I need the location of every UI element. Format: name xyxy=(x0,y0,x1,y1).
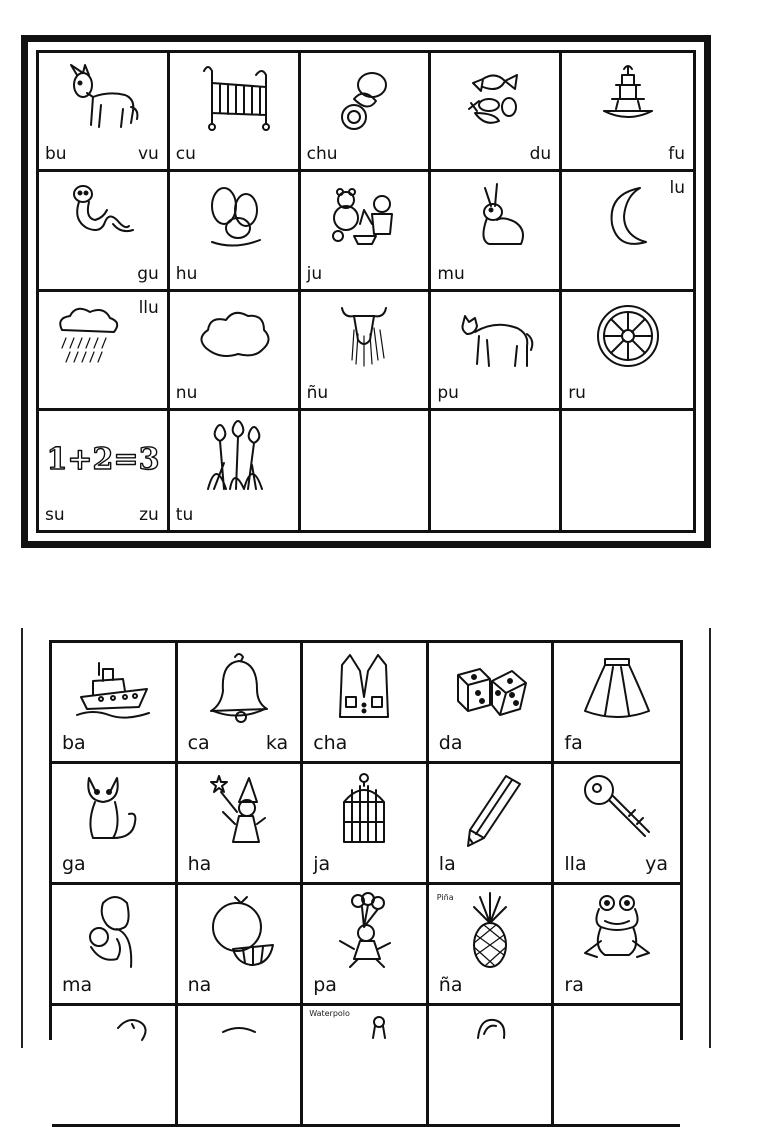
syllable-label: ga xyxy=(62,853,86,875)
syllable-sheet-a xyxy=(21,628,711,1048)
cell-ma xyxy=(52,885,178,1006)
ship-icon xyxy=(73,651,153,727)
cell-lu xyxy=(562,172,693,291)
skirt-icon xyxy=(577,651,657,727)
partial-picture-icon xyxy=(199,1014,279,1090)
orange-icon xyxy=(199,893,279,969)
syllable-grid-a xyxy=(49,640,683,1040)
cell-da xyxy=(429,643,555,764)
syllable-label: ru xyxy=(568,382,586,403)
syllable-label: ya xyxy=(645,853,668,875)
cell-su-zu xyxy=(39,411,170,530)
fairy-icon xyxy=(199,772,279,848)
partial-cell xyxy=(554,1006,680,1127)
donkey-icon xyxy=(63,61,143,137)
birdcage-icon xyxy=(324,772,404,848)
syllable-label: cha xyxy=(313,732,348,754)
cell-fu xyxy=(562,53,693,172)
cell-llu xyxy=(39,292,170,411)
syllable-label: na xyxy=(187,974,212,996)
cell-ru xyxy=(562,292,693,411)
syllable-label: fa xyxy=(564,732,583,754)
empty-cell xyxy=(562,411,693,530)
toys-icon xyxy=(324,180,404,256)
syllable-label: ka xyxy=(265,732,289,754)
partial-picture-icon xyxy=(339,1014,419,1090)
worm-icon xyxy=(63,180,143,256)
empty-cell xyxy=(301,411,432,530)
cell-mu xyxy=(431,172,562,291)
syllable-label: ha xyxy=(187,853,212,875)
gnu-icon xyxy=(324,300,404,376)
cell-ju xyxy=(301,172,432,291)
syllable-label: tu xyxy=(175,505,194,525)
syllable-label: la xyxy=(438,853,456,875)
syllable-label: pu xyxy=(437,382,459,403)
syllable-label: ju xyxy=(306,263,323,284)
cell-la xyxy=(429,764,555,885)
cat-icon xyxy=(73,772,153,848)
partial-cell xyxy=(429,1006,555,1127)
syllable-label: ja xyxy=(313,853,331,875)
cell-pa xyxy=(303,885,429,1006)
syllable-label: ca xyxy=(187,732,210,754)
cell-ja xyxy=(303,764,429,885)
cell-lla-ya xyxy=(554,764,680,885)
candies-icon xyxy=(455,61,535,137)
syllable-label: gu xyxy=(137,263,159,284)
syllable-label: ña xyxy=(438,974,463,996)
empty-cell xyxy=(431,411,562,530)
syllable-label: llu xyxy=(138,297,159,318)
cell-fa xyxy=(554,643,680,764)
partial-cell xyxy=(303,1006,429,1127)
vest-icon xyxy=(324,651,404,727)
eggs-icon xyxy=(194,180,274,256)
cell-ha xyxy=(178,764,304,885)
tulips-icon xyxy=(194,419,274,495)
cell-du xyxy=(431,53,562,172)
cell-ga xyxy=(52,764,178,885)
syllable-label: fu xyxy=(668,144,685,165)
syllable-label: lu xyxy=(669,178,685,199)
syllable-label: mu xyxy=(437,263,465,284)
picture-caption: Piña xyxy=(436,893,454,902)
syllable-label: hu xyxy=(175,263,198,284)
rain-cloud-icon xyxy=(48,300,128,376)
cell-ñu xyxy=(301,292,432,411)
syllable-label: du xyxy=(529,144,552,165)
cloud-icon xyxy=(194,300,274,376)
syllable-label: da xyxy=(438,732,463,754)
cell-chu xyxy=(301,53,432,172)
syllable-grid-u xyxy=(36,50,696,533)
syllable-label: vu xyxy=(137,144,159,165)
cell-cu xyxy=(170,53,301,172)
sum-icon xyxy=(46,419,160,495)
cell-gu xyxy=(39,172,170,291)
crib-icon xyxy=(194,61,274,137)
cell-na xyxy=(178,885,304,1006)
syllable-label: su xyxy=(45,505,65,525)
cell-ca-ka xyxy=(178,643,304,764)
pineapple-icon xyxy=(450,893,530,969)
syllable-label: chu xyxy=(306,144,338,165)
cell-ña xyxy=(429,885,555,1006)
syllable-label: ma xyxy=(62,974,93,996)
wheel-icon xyxy=(588,300,668,376)
bell-icon xyxy=(199,651,279,727)
cell-ba xyxy=(52,643,178,764)
syllable-label: pa xyxy=(313,974,337,996)
cell-nu xyxy=(170,292,301,411)
partial-cell xyxy=(178,1006,304,1127)
pencil-icon xyxy=(450,772,530,848)
key-icon xyxy=(577,772,657,848)
dice-icon xyxy=(450,651,530,727)
partial-picture-icon xyxy=(450,1014,530,1090)
syllable-label: cu xyxy=(175,144,196,165)
syllable-label: nu xyxy=(175,382,198,403)
cell-ra xyxy=(554,885,680,1006)
mother-icon xyxy=(73,893,153,969)
puma-icon xyxy=(455,300,535,376)
cell-cha xyxy=(303,643,429,764)
frog-icon xyxy=(577,893,657,969)
picture-caption: Waterpolo xyxy=(309,1009,350,1018)
svg-text:1+2=3: 1+2=3 xyxy=(46,441,160,477)
cell-pu xyxy=(431,292,562,411)
partial-cell xyxy=(52,1006,178,1127)
cell-hu xyxy=(170,172,301,291)
clown-icon xyxy=(324,893,404,969)
rabbit-icon xyxy=(455,180,535,256)
moon-icon xyxy=(588,180,668,256)
cell-tu xyxy=(170,411,301,530)
syllable-label: ñu xyxy=(306,382,329,403)
syllable-label: ba xyxy=(62,732,86,754)
fountain-icon xyxy=(588,61,668,137)
syllable-label: lla xyxy=(564,853,587,875)
syllable-sheet-u xyxy=(21,35,711,548)
syllable-label: bu xyxy=(45,144,67,165)
cell-bu-vu xyxy=(39,53,170,172)
syllable-label: ra xyxy=(564,974,584,996)
pacifier-icon xyxy=(324,61,404,137)
partial-picture-icon xyxy=(88,1014,168,1090)
syllable-label: zu xyxy=(139,505,159,525)
